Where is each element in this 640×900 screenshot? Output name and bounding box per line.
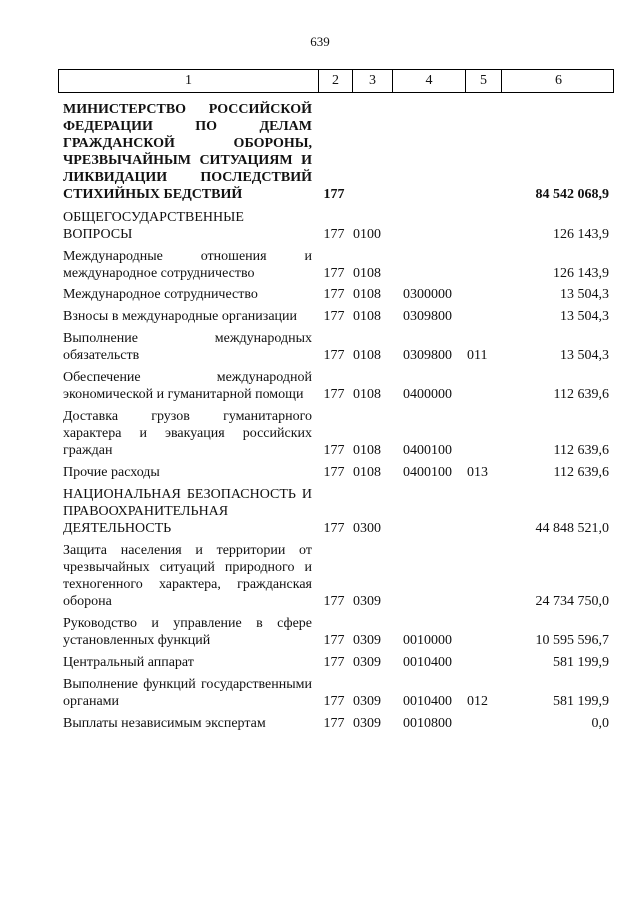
row-section: 0309 <box>353 633 381 648</box>
row-amount: 0,0 <box>591 716 609 731</box>
row-target: 0010000 <box>403 633 452 648</box>
row-chapter: 177 <box>323 716 345 731</box>
row-chapter: 177 <box>323 309 345 324</box>
table-row <box>58 330 614 364</box>
row-chapter: 177 <box>323 187 345 202</box>
table-row <box>58 464 614 481</box>
row-amount: 24 734 750,0 <box>535 594 609 609</box>
row-target: 0400100 <box>403 443 452 458</box>
table-row <box>58 486 614 537</box>
row-chapter: 177 <box>323 443 345 458</box>
table-row <box>58 308 614 325</box>
row-name: Защита населения и территории от чрезвычайных ситуаций природного и техногенного характера, гражданская оборона <box>63 543 312 609</box>
row-amount: 126 143,9 <box>553 227 609 242</box>
row-target: 0010800 <box>403 716 452 731</box>
row-section: 0108 <box>353 443 381 458</box>
row-name: МИНИСТЕРСТВО РОССИЙСКОЙ ФЕДЕРАЦИИ ПО ДЕЛАМ ГРАЖДАНСКОЙ ОБОРОНЫ, ЧРЕЗВЫЧАЙНЫМ СИТУАЦИЯМ И ЛИКВИДАЦИИ ПОСЛЕДСТВИЙ СТИХИЙНЫХ БЕДСТВИЙ <box>63 102 312 202</box>
row-name: НАЦИОНАЛЬНАЯ БЕЗОПАСНОСТЬ И ПРАВООХРАНИТЕЛЬНАЯ ДЕЯТЕЛЬНОСТЬ <box>63 487 312 536</box>
row-amount: 13 504,3 <box>560 348 609 363</box>
header-col-3: 3 <box>352 70 392 92</box>
row-name: Центральный аппарат <box>63 655 194 670</box>
row-amount: 13 504,3 <box>560 287 609 302</box>
row-section: 0309 <box>353 594 381 609</box>
row-amount: 10 595 596,7 <box>535 633 609 648</box>
row-target: 0010400 <box>403 694 452 709</box>
row-target: 0400000 <box>403 387 452 402</box>
row-section: 0309 <box>353 694 381 709</box>
table-row <box>58 408 614 459</box>
row-section: 0108 <box>353 287 381 302</box>
row-section: 0108 <box>353 465 381 480</box>
row-name: Международные отношения и международное сотрудничество <box>63 249 312 281</box>
table-row <box>58 715 614 732</box>
table-row <box>58 615 614 649</box>
row-chapter: 177 <box>323 465 345 480</box>
header-col-1: 1 <box>185 73 192 88</box>
row-section: 0108 <box>353 309 381 324</box>
row-section: 0108 <box>353 387 381 402</box>
row-chapter: 177 <box>323 521 345 536</box>
row-name: Взносы в международные организации <box>63 309 298 324</box>
table-row <box>58 369 614 403</box>
row-amount: 126 143,9 <box>553 266 609 281</box>
row-chapter: 177 <box>323 694 345 709</box>
row-section: 0309 <box>353 716 381 731</box>
row-target: 0309800 <box>403 309 452 324</box>
row-expense-type: 011 <box>467 348 488 363</box>
table-row <box>58 248 614 282</box>
row-name: ОБЩЕГОСУДАРСТВЕННЫЕ ВОПРОСЫ <box>63 210 244 242</box>
row-name: Прочие расходы <box>63 465 160 480</box>
row-section: 0100 <box>353 227 381 242</box>
row-expense-type: 012 <box>467 694 488 709</box>
row-amount: 112 639,6 <box>553 443 609 458</box>
row-amount: 84 542 068,9 <box>535 187 609 202</box>
row-chapter: 177 <box>323 266 345 281</box>
table-row <box>58 209 614 243</box>
row-name: Руководство и управление в сфере установленных функций <box>63 616 312 648</box>
table-row <box>58 542 614 610</box>
row-section: 0309 <box>353 655 381 670</box>
header-col-2: 2 <box>318 70 352 92</box>
table-row <box>58 676 614 710</box>
row-amount: 13 504,3 <box>560 309 609 324</box>
row-chapter: 177 <box>323 594 345 609</box>
row-amount: 112 639,6 <box>553 465 609 480</box>
budget-table <box>58 69 614 732</box>
row-section: 0108 <box>353 266 381 281</box>
row-name: Международное сотрудничество <box>63 287 258 302</box>
row-target: 0300000 <box>403 287 452 302</box>
row-chapter: 177 <box>323 633 345 648</box>
row-name: Выполнение функций государственными органами <box>63 677 312 709</box>
table-body <box>58 101 614 732</box>
header-col-4: 4 <box>392 70 465 92</box>
row-name: Обеспечение международной экономической и гуманитарной помощи <box>63 370 312 402</box>
row-amount: 581 199,9 <box>553 694 609 709</box>
row-chapter: 177 <box>323 655 345 670</box>
row-chapter: 177 <box>323 227 345 242</box>
row-name: Выполнение международных обязательств <box>63 331 312 363</box>
table-row <box>58 286 614 303</box>
row-chapter: 177 <box>323 387 345 402</box>
row-amount: 581 199,9 <box>553 655 609 670</box>
table-row <box>58 654 614 671</box>
page-number: 639 <box>310 34 330 49</box>
row-expense-type: 013 <box>467 465 488 480</box>
row-section: 0108 <box>353 348 381 363</box>
header-col-6: 6 <box>501 70 615 92</box>
row-name: Доставка грузов гуманитарного характера и эвакуация российских граждан <box>63 409 312 458</box>
row-amount: 112 639,6 <box>553 387 609 402</box>
row-target: 0010400 <box>403 655 452 670</box>
row-target: 0309800 <box>403 348 452 363</box>
header-col-5: 5 <box>465 70 501 92</box>
row-chapter: 177 <box>323 287 345 302</box>
row-chapter: 177 <box>323 348 345 363</box>
row-target: 0400100 <box>403 465 452 480</box>
row-name: Выплаты независимым экспертам <box>63 716 266 731</box>
row-amount: 44 848 521,0 <box>535 521 609 536</box>
table-row <box>58 101 614 203</box>
row-section: 0300 <box>353 521 381 536</box>
table-header <box>58 69 614 93</box>
